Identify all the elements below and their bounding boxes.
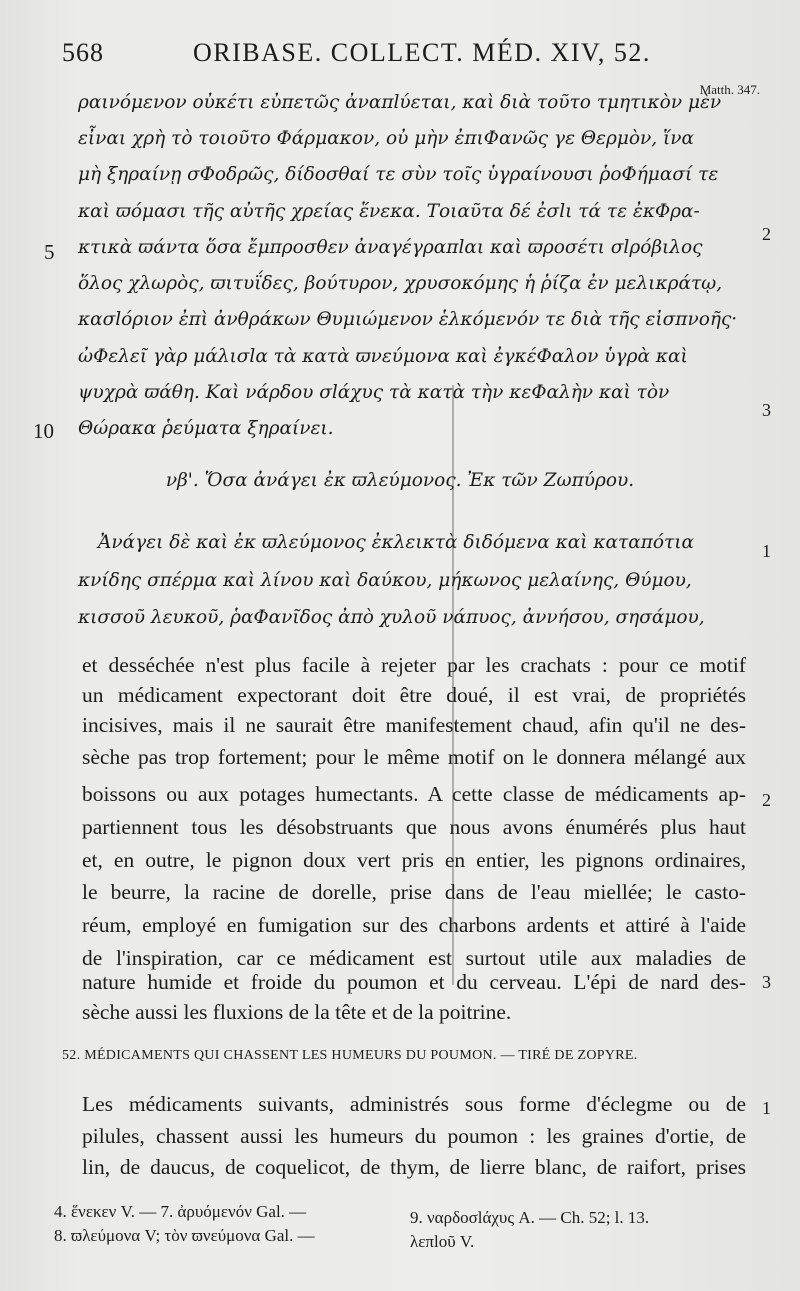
french-chapter-title: 52. MÉDICAMENTS QUI CHASSENT LES HUMEURS DU POUMON. — TIRÉ DE ZOPYRE. — [62, 1048, 638, 1063]
greek-line: μὴ ξηραίνῃ σΦοδρῶς, δίδοσθαί τε σὺν τοῖς ὑγραίνουσι ῥοΦήμασί τε — [78, 164, 719, 185]
binding-gutter-line — [452, 385, 454, 985]
greek-line: κνίδης σπέρμα καὶ λίνου καὶ δαύκου, μήκωνος μελαίνης, Θύμου, — [78, 570, 692, 591]
french-line: le beurre, la racine de dorelle, prise dans de l'eau miellée; le casto- — [82, 880, 746, 904]
french-line: incisives, mais il ne saurait être manifestement chaud, afin qu'il ne des- — [82, 713, 746, 737]
greek-line: ὅλος χλωρὸς, ϖιτυΐδες, βούτυρον, χρυσοκόμης ἡ ῥίζα ἐν μελικράτῳ, — [78, 273, 723, 294]
french-line: de l'inspiration, car ce médicament est surtout utile aux maladies de — [82, 946, 746, 970]
line-number-10: 10 — [33, 419, 54, 443]
margin-paragraph-1: 1 — [762, 1098, 771, 1118]
french-line: un médicament expectorant doit être doué, il est vrai, de propriétés — [82, 683, 746, 707]
footnote: 9. ναρδοσlάχυς A. — Ch. 52; l. 13. — [410, 1208, 650, 1227]
french-line: et, en outre, le pignon doux vert pris en entier, les pignons ordinaires, — [82, 848, 746, 872]
greek-line: Ἀνάγει δὲ καὶ ἐκ ϖλεύμονος ἐκλεικτὰ διδόμενα καὶ καταπότια — [98, 532, 694, 553]
margin-paragraph-3: 3 — [762, 400, 771, 420]
french-line: et desséchée n'est plus facile à rejeter par les crachats : pour ce motif — [82, 653, 746, 677]
margin-paragraph-3: 3 — [762, 972, 771, 992]
french-line: partiennent tous les désobstruants que nous avons énumérés plus haut — [82, 815, 746, 839]
greek-line: Θώρακα ῥεύματα ξηραίνει. — [78, 418, 334, 439]
margin-paragraph-2: 2 — [762, 224, 771, 244]
greek-line: εἶναι χρὴ τὸ τοιοῦτο Φάρμακον, οὐ μὴν ἐπιΦανῶς γε Θερμὸν, ἵνα — [78, 128, 695, 149]
footnote: 8. ϖλεύμονα V; τὸν ϖνεύμονα Gal. — — [54, 1226, 315, 1245]
french-line: pilules, chassent aussi les humeurs du poumon : les graines d'ortie, de — [82, 1124, 746, 1148]
french-line: réum, employé en fumigation sur des charbons ardents et attiré à l'aide — [82, 913, 746, 937]
footnote: 4. ἕνεκεν V. — 7. ἀρυόμενόν Gal. — — [54, 1202, 307, 1221]
greek-line: κισσοῦ λευκοῦ, ῥαΦανῖδος ἀπὸ χυλοῦ νάπυος, ἀννήσου, σησάμου, — [78, 607, 705, 628]
line-number-5: 5 — [44, 240, 55, 264]
french-line: nature humide et froide du poumon et du cerveau. L'épi de nard des- — [82, 970, 746, 994]
running-title: ORIBASE. COLLECT. MÉD. XIV, 52. — [193, 38, 651, 67]
margin-paragraph-1: 1 — [762, 541, 771, 561]
greek-line: κτικὰ ϖάντα ὅσα ἔμπροσθεν ἀναγέγραπlαι καὶ ϖροσέτι σlρόβιλος — [78, 237, 703, 258]
greek-line: κασlόριον ἐπὶ ἀνθράκων Θυμιώμενον ἑλκόμενόν τε διὰ τῆς εἰσπνοῆς· — [78, 309, 738, 330]
greek-line: ὠΦελεῖ γὰρ μάλισlα τὰ κατὰ ϖνεύμονα καὶ ἐγκέΦαλον ὑγρὰ καὶ — [78, 346, 688, 367]
french-line: boissons ou aux potages humectants. A cette classe de médicaments ap- — [82, 782, 746, 806]
french-line: Les médicaments suivants, administrés sous forme d'éclegme ou de — [82, 1092, 746, 1116]
edition-reference: Matth. 347. — [699, 82, 760, 97]
greek-line: καὶ ϖόμασι τῆς αὐτῆς χρείας ἕνεκα. Τοιαῦτα δέ ἐσlι τά τε ἐκΦρα- — [78, 201, 700, 222]
french-line: sèche pas trop fortement; pour le même motif on le donnera mélangé aux — [82, 745, 746, 769]
french-line: lin, de daucus, de coquelicot, de thym, de lierre blanc, de raifort, prises — [82, 1155, 746, 1179]
french-line: sèche aussi les fluxions de la tête et de la poitrine. — [82, 1000, 512, 1024]
footnote: λεπlοῦ V. — [410, 1232, 475, 1251]
greek-line: ραινόμενον οὐκέτι εὐπετῶς ἀναπlύεται, καὶ διὰ τοῦτο τμητικὸν μὲν — [78, 92, 722, 113]
margin-paragraph-2: 2 — [762, 790, 771, 810]
page-number: 568 — [62, 38, 104, 67]
greek-chapter-title: νβ'. Ὅσα ἀνάγει ἐκ ϖλεύμονος. Ἐκ τῶν Ζωπύρου. — [165, 470, 635, 491]
greek-line: ψυχρὰ ϖάθη. Καὶ νάρδου σlάχυς τὰ κατὰ τὴν κεΦαλὴν καὶ τὸν — [78, 382, 670, 403]
